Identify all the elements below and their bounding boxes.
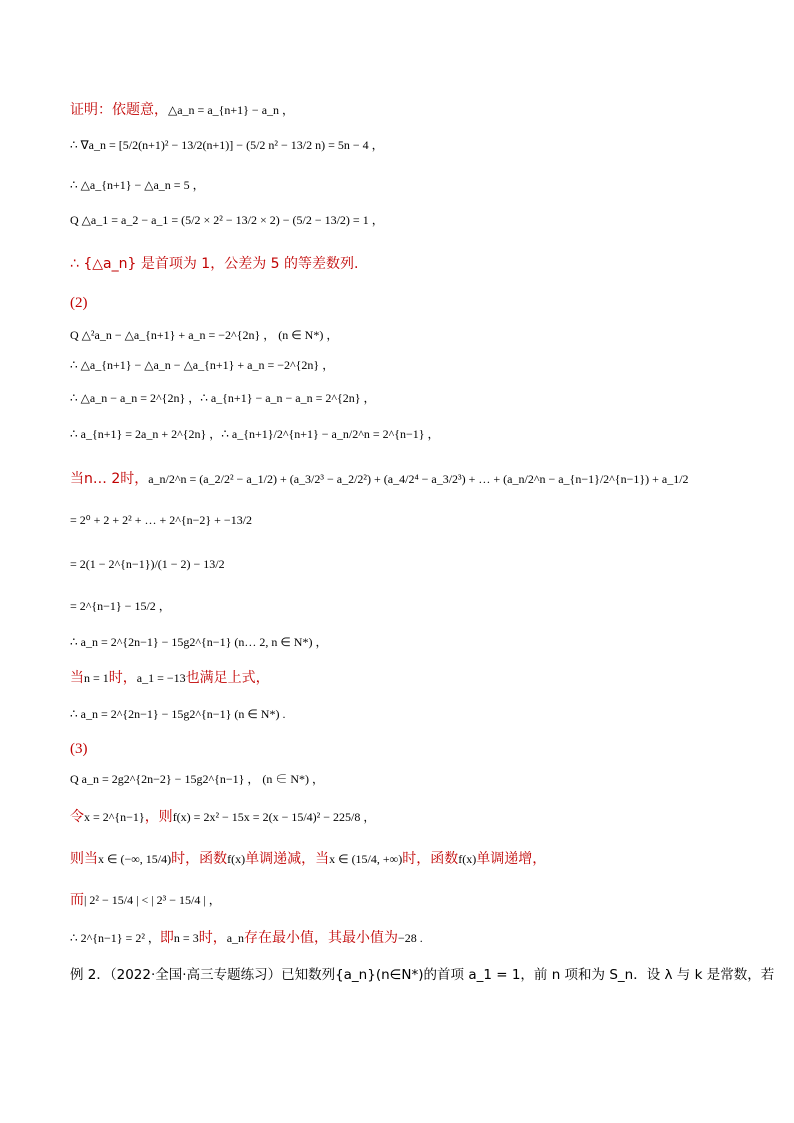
formula-a1: a_1 = −13 (136, 671, 186, 685)
formula-expand: ∴ △a_{n+1} − △a_n − △a_{n+1} + a_n = −2^{2n} ， (70, 358, 335, 372)
case-n-ge-2: 当n… 2时， (70, 471, 149, 487)
formula-n3: n = 3 (173, 931, 199, 945)
line-substitution (70, 808, 724, 826)
text-increasing: 单调递增， (476, 851, 547, 867)
line-simplify-2 (70, 389, 724, 407)
formula-telescoping: a_n/2^n = (a_2/2² − a_1/2) + (a_3/2³ − a_2/2²) + (a_4/2⁴ − a_3/2³) + … + (a_n/2^n − a_{n−1}/2^{n−1}) + a_1/2 (148, 472, 689, 486)
line-an-general (70, 633, 724, 651)
part-3-label (70, 740, 724, 758)
formula-simplify: ∴ △a_n − a_n = 2^{2n} ，∴ a_{n+1} − a_n − a_n = 2^{2n} ， (70, 391, 376, 405)
formula-first-term: Q △a_1 = a_2 − a_1 = (5/2 × 2² − 13/2 × 2) − (5/2 − 13/2) = 1 ， (70, 213, 384, 227)
part-label-3: (3) (70, 741, 88, 757)
line-monotonicity (70, 850, 724, 868)
part-label-2: (2) (70, 295, 88, 311)
formula-an-general: ∴ a_n = 2^{2n−1} − 15g2^{n−1} (n… 2, n ∈ N*) ， (70, 635, 328, 649)
line-difference-5 (70, 176, 724, 194)
line-n-equals-1 (70, 669, 724, 687)
line-proof-intro (70, 101, 724, 119)
text-shi-hanshu-2: 时，函数 (402, 851, 459, 867)
formula-given-3: Q a_n = 2g2^{2n−2} − 15g2^{n−1} ， (n ∈ N*) ， (70, 772, 325, 786)
formula-fx-1: f(x) (227, 852, 246, 866)
text-shi: 时， (108, 670, 137, 686)
formula-delta-def: △a_n = a_{n+1} − a_n ， (168, 103, 295, 117)
line-recurrence (70, 425, 724, 443)
text-dang: 当 (70, 670, 84, 686)
line-an-final (70, 705, 724, 723)
proof-label: 证明：依题意， (70, 102, 168, 118)
line-compare (70, 891, 724, 909)
text-shi-hanshu: 时，函数 (171, 851, 228, 867)
text-zedang: 则当 (70, 851, 98, 867)
formula-an-sym: a_n (226, 931, 245, 945)
conclusion-arith-seq: ∴ {△a_n} 是首项为 1，公差为 5 的等差数列. (70, 256, 359, 272)
formula-sum-closed: = 2(1 − 2^{n−1})/(1 − 2) − 13/2 (70, 557, 225, 571)
formula-abs-compare: | 2² − 15/4 | < | 2³ − 15/4 | ， (84, 893, 221, 907)
formula-fx: f(x) = 2x² − 15x = 2(x − 15/4)² − 225/8 ， (172, 810, 376, 824)
formula-power-eq: ∴ 2^{n−1} = 2² ， (70, 931, 160, 945)
formula-sum-result: = 2^{n−1} − 15/2 ， (70, 599, 171, 613)
text-decreasing: 单调递减，当 (245, 851, 330, 867)
text-ze: ，则 (144, 809, 173, 825)
formula-n1: n = 1 (84, 671, 109, 685)
formula-recurrence: ∴ a_{n+1} = 2a_n + 2^{2n} ，∴ a_{n+1}/2^{n+1} − a_n/2^n = 2^{n−1} ， (70, 427, 440, 441)
line-first-term (70, 211, 724, 229)
text-satisfies: 也满足上式， (185, 670, 270, 686)
line-sum-closed (70, 555, 724, 573)
line-sum-result (70, 597, 724, 615)
line-given-3 (70, 770, 724, 788)
text-ling: 令 (70, 809, 84, 825)
line-example-2 (70, 966, 775, 984)
line-geometric-sum (70, 511, 724, 529)
formula-interval-left: x ∈ (−∞, 15/4) (98, 852, 172, 866)
formula-nabla: ∴ ∇a_n = [5/2(n+1)² − 13/2(n+1)] − (5/2 n² − 13/2 n) = 5n − 4 ， (70, 138, 384, 152)
formula-x-def: x = 2^{n−1} (84, 810, 145, 824)
text-shi-2: 时， (198, 930, 227, 946)
line-given-2 (70, 326, 724, 344)
text-ji: 即 (159, 930, 174, 946)
example-2-text: 例 2．（2022·全国·高三专题练习）已知数列{a_n}(n∈N*)的首项 a_1 = 1，前 n 项和为 S_n．设 λ 与 k 是常数，若 (70, 967, 775, 983)
formula-diff-5: ∴ △a_{n+1} − △a_n = 5 ， (70, 178, 205, 192)
line-telescoping (70, 470, 724, 488)
formula-an-final: ∴ a_n = 2^{2n−1} − 15g2^{n−1} (n ∈ N*) . (70, 707, 286, 721)
line-minimum (70, 929, 724, 947)
formula-min-28: −28 . (398, 931, 423, 945)
part-2-label (70, 294, 724, 312)
formula-fx-2: f(x) (458, 852, 477, 866)
text-er: 而 (70, 892, 84, 908)
formula-given: Q △²a_n − △a_{n+1} + a_n = −2^{2n} ， (n ∈ N*) ， (70, 328, 339, 342)
line-conclusion-1 (70, 255, 724, 273)
formula-geometric-sum: = 2⁰ + 2 + 2² + … + 2^{n−2} + −13/2 (70, 513, 253, 527)
line-nabla-an (70, 136, 724, 154)
formula-interval-right: x ∈ (15/4, +∞) (329, 852, 403, 866)
text-min-value: 存在最小值，其最小值为 (244, 930, 399, 946)
line-expand-2 (70, 356, 724, 374)
